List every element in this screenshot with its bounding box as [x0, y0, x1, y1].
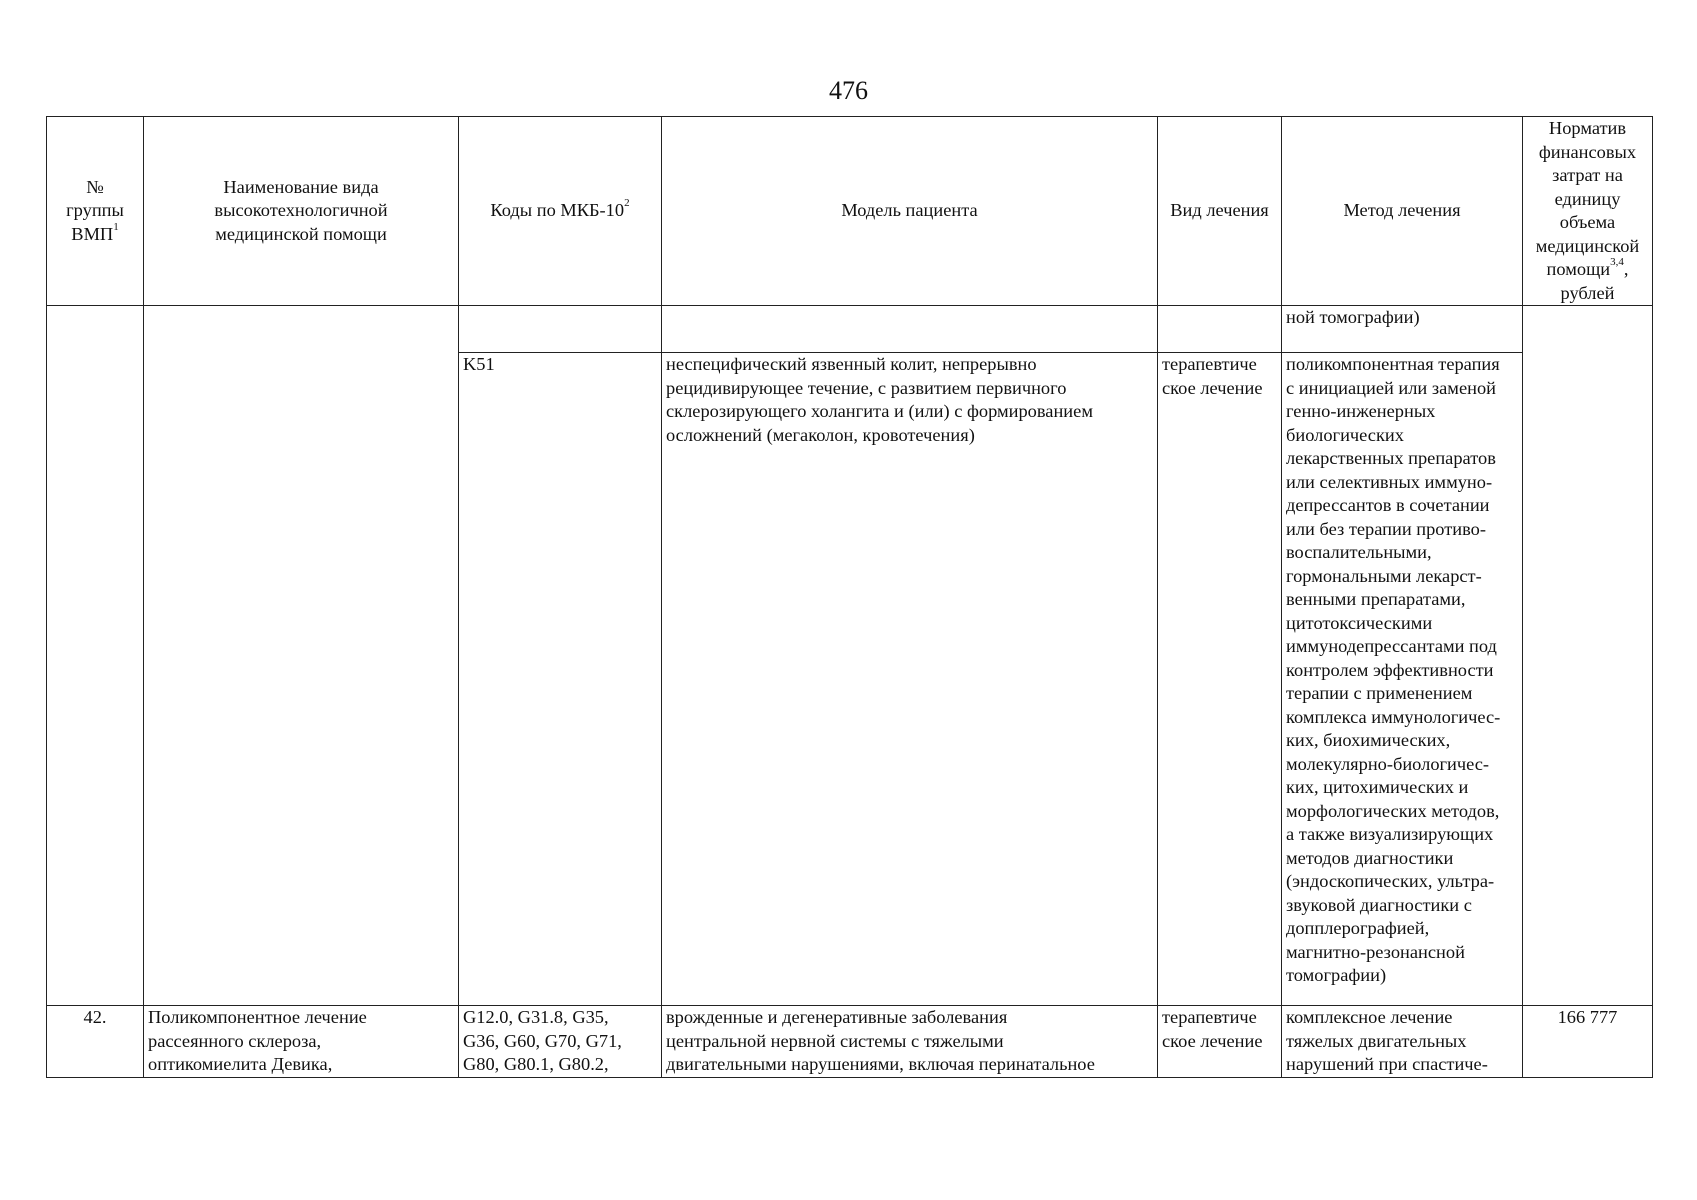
header-norm-suffix: , рублей — [1560, 259, 1629, 303]
cell-name — [144, 1006, 459, 1078]
cell-codes-text: G12.0, G31.8, G35, G36, G60, G70, G71, G80, G80.1, G80.2, — [463, 1007, 622, 1074]
cell-model-text: врожденные и дегенеративные заболевания центральной нервной системы с тяжелыми двигательными нарушениями, включая перинатальное — [666, 1007, 1095, 1074]
cell-method-text: поликомпонентная терапия с инициацией или заменой генно-инженерных биологических лекарственных препаратов или селективных иммуно- депрессантов в сочетании или без терапии противо- воспалительными, гормональными лекарст- венными препаратами, цитотоксическими иммунодепрессантами под контролем эффективности терапии с применением комплекса иммунологичес- ких, биохимических, молекулярно-биологичес- ких, цитохимических и морфологических методов, а также визуализирующих методов диагностики (эндоскопических, ультра- звуковой диагностики с допплерографией, магнитно-резонансной томографии) — [1286, 354, 1501, 985]
footnote-2: 2 — [624, 197, 630, 210]
cell-group-no — [47, 306, 144, 1006]
header-method-text: Метод лечения — [1343, 200, 1461, 221]
header-group-no — [47, 117, 144, 306]
header-name-text: Наименование вида высокотехнологичной медицинской помощи — [214, 176, 388, 244]
cell-model — [662, 1006, 1158, 1078]
cell-codes — [459, 353, 662, 1006]
header-model-text: Модель пациента — [841, 200, 978, 221]
cell-codes — [459, 1006, 662, 1078]
cell-codes-text: K51 — [463, 354, 495, 374]
cell-model — [662, 306, 1158, 353]
cell-treatment-type-text: терапевтиче ское лечение — [1162, 354, 1263, 398]
cell-norm-text: 166 777 — [1557, 1007, 1618, 1027]
header-group-no-text: № группы ВМП — [66, 176, 124, 244]
cell-treatment-type — [1158, 353, 1282, 1006]
cell-method-text: комплексное лечение тяжелых двигательных нарушений при спастиче- — [1286, 1007, 1488, 1074]
cell-codes — [459, 306, 662, 353]
cell-treatment-type — [1158, 1006, 1282, 1078]
table-row — [47, 1006, 1653, 1078]
cell-name-text: Поликомпонентное лечение рассеянного склероза, оптикомиелита Девика, — [148, 1007, 367, 1074]
cell-treatment-type-text: терапевтиче ское лечение — [1162, 1007, 1263, 1051]
table-row — [47, 306, 1653, 353]
header-codes — [459, 117, 662, 306]
header-norm — [1523, 117, 1653, 306]
header-method — [1282, 117, 1523, 306]
cell-treatment-type — [1158, 306, 1282, 353]
cell-model-text: неспецифический язвенный колит, непрерывно рецидивирующее течение, с развитием первичного склерозирующего холангита и (или) с формированием осложнений (мегаколон, кровотечения) — [666, 354, 1093, 445]
cell-method-text: ной томографии) — [1286, 307, 1420, 327]
header-codes-text: Коды по МКБ-10 — [490, 200, 625, 221]
page-number: 476 — [829, 76, 868, 105]
cell-group-no — [47, 1006, 144, 1078]
cell-method — [1282, 306, 1523, 353]
cell-group-no-text: 42. — [83, 1007, 107, 1027]
header-norm-text: Норматив финансовых затрат на единицу объема медицинской помощи — [1535, 118, 1640, 279]
cell-method — [1282, 353, 1523, 1006]
cell-norm — [1523, 306, 1653, 1006]
vmp-table — [46, 116, 1653, 1078]
footnote-1: 1 — [113, 220, 119, 233]
header-treatment-type-text: Вид лечения — [1170, 200, 1269, 221]
header-treatment-type — [1158, 117, 1282, 306]
cell-model — [662, 353, 1158, 1006]
cell-name — [144, 306, 459, 1006]
footnote-3-4: 3,4 — [1610, 255, 1624, 268]
header-name — [144, 117, 459, 306]
cell-method — [1282, 1006, 1523, 1078]
header-row — [47, 117, 1653, 306]
cell-norm — [1523, 1006, 1653, 1078]
header-model — [662, 117, 1158, 306]
